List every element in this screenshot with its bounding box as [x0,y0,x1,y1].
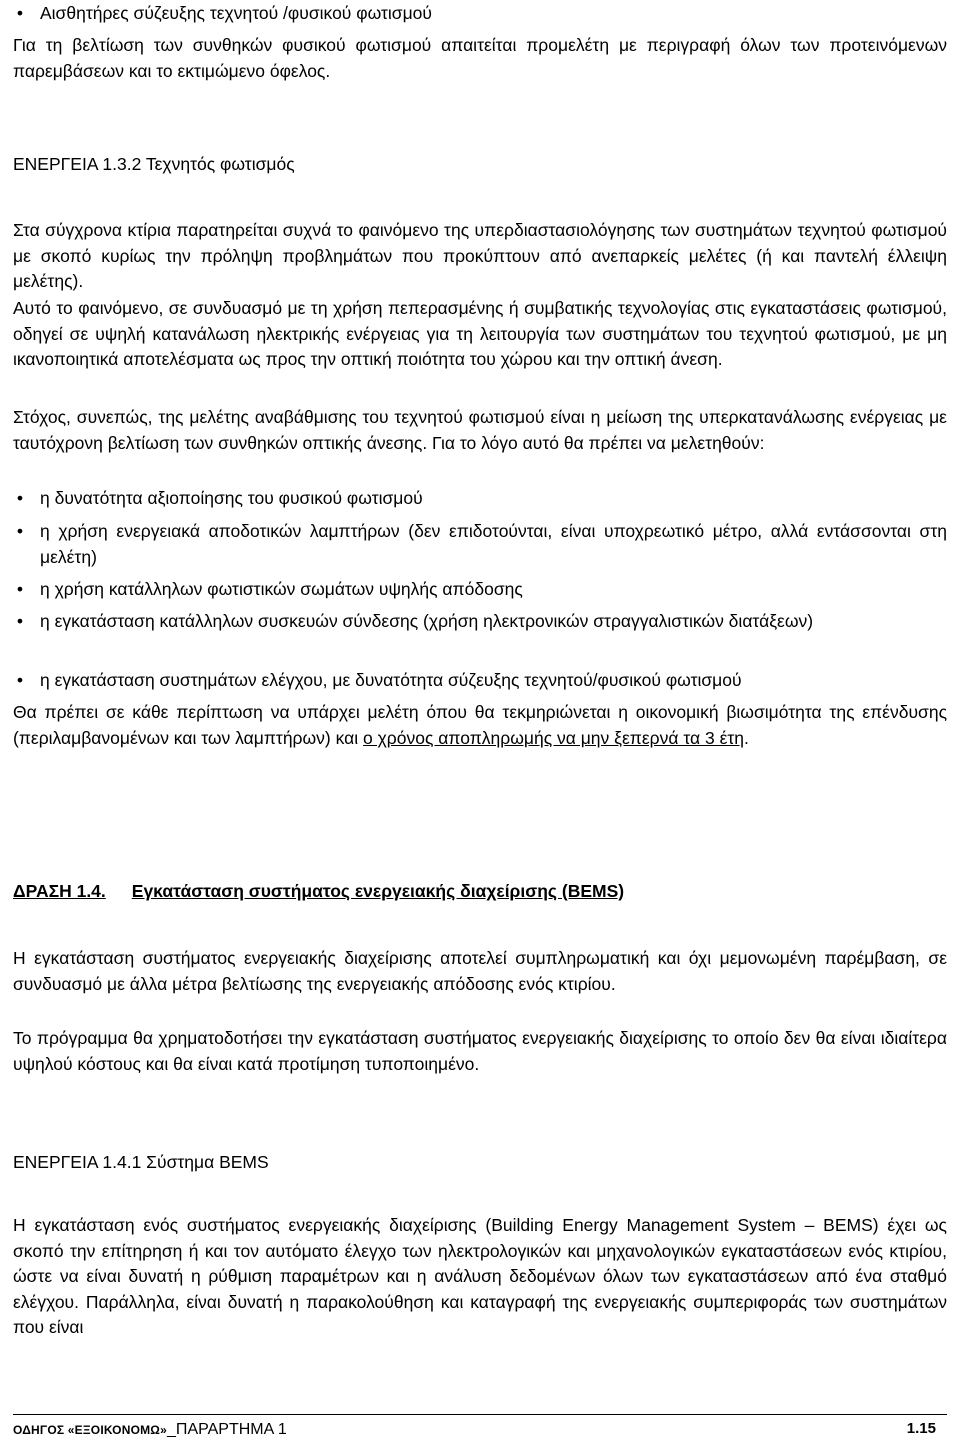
paragraph [13,700,947,751]
list-item-text: η δυνατότητα αξιοποίησης του φυσικού φωτισμού [40,488,423,508]
list-item-text: Αισθητήρες σύζευξης τεχνητού /φυσικού φωτισμού [40,3,432,23]
drasi-label: ΔΡΑΣΗ 1.4. [13,881,106,901]
payback-requirement: ο χρόνος αποπληρωμής να μην ξεπερνά τα 3 έτη [363,727,745,748]
list-item-text: η χρήση ενεργειακά αποδοτικών λαμπτήρων (δεν επιδοτούνται, είναι υποχρεωτικό μέτρο, αλλά εντάσσονται στη μελέτη) [40,521,947,567]
footer-annex: _ΠΑΡΑΡΤΗΜΑ 1 [167,1421,287,1438]
drasi-title: Εγκατάσταση συστήματος ενεργειακής διαχείρισης (BEMS) [131,881,625,901]
paragraph: Η εγκατάσταση ενός συστήματος ενεργειακής διαχείρισης (Building Energy Management System – BEMS) έχει ως σκοπό την επίτηρηση ή και τον αυτόματο έλεγχο των ηλεκτρολογικών και μηχανολογικών εγκαταστάσεων ενός κτιρίου, ώστε να είναι δυνατή η ρύθμιση παραμέτρων και η ανάλυση δεδομένων όλων των εγκαταστάσεων από ένα σταθμό ελέγχου. Παράλληλα, είναι δυνατή η παρακολούθηση και καταγραφή της ενεργειακής συμπεριφοράς των συστημάτων που είναι [13,1215,947,1337]
intro-paragraph: Για τη βελτίωση των συνθηκών φυσικού φωτισμού απαιτείται προμελέτη με περιγραφή όλων των προτεινόμενων παρεμβάσεων και το εκτιμώμενο όφελος. [13,35,947,81]
paragraph: Στα σύγχρονα κτίρια παρατηρείται συχνά το φαινόμενο της υπερδιαστασιολόγησης των συστημάτων τεχνητού φωτισμού με σκοπό κυρίως την πρόληψη προβλημάτων που προκύπτουν από ανεπαρκείς μελέτες (ή και παντελή έλλειψη μελέτης). [13,220,947,291]
paragraph: Το πρόγραμμα θα χρηματοδοτήσει την εγκατάσταση συστήματος ενεργειακής διαχείρισης το οποίο δεν θα είναι ιδιαίτερα υψηλού κόστους και θα είναι κατά προτίμηση τυποποιημένο. [13,1028,947,1074]
bullet-icon: • [16,3,24,23]
section-heading-energeia-132: ΕΝΕΡΓΕΙΑ 1.3.2 Τεχνητός φωτισμός [13,154,295,174]
bullet-icon: • [16,611,24,631]
list-item-text: η εγκατάσταση κατάλληλων συσκευών σύνδεσης (χρήση ηλεκτρονικών στραγγαλιστικών διατάξεων) [40,611,814,631]
section-heading-drasi-14 [13,879,624,905]
paragraph: Αυτό το φαινόμενο, σε συνδυασμό με τη χρήση πεπερασμένης ή συμβατικής τεχνολογίας στις εγκαταστάσεις φωτισμού, οδηγεί σε υψηλή κατανάλωση ηλεκτρικής ενέργειας για τη λειτουργία των συστημάτων του τεχνητού φωτισμού, με μη ικανοποιητικά αποτελέσματα ως προς την οπτική ποιότητα του χώρου και την οπτική άνεση. [13,298,947,369]
footer-title [13,1420,287,1440]
page-number: 1.15 [906,1420,936,1437]
bullet-icon: • [16,579,24,599]
list-item-text: η χρήση κατάλληλων φωτιστικών σωμάτων υψηλής απόδοσης [40,579,523,599]
paragraph-text: Θα πρέπει σε κάθε περίπτωση να υπάρχει μελέτη όπου θα τεκμηριώνεται η οικονομική βιωσιμότητα της επένδυσης (περιλαμβανομένων και των λαμπτήρων) και [13,702,947,748]
footer-guide-name: ΟΔΗΓΟΣ «ΕΞΟΙΚΟΝΟΜΩ» [13,1423,167,1437]
paragraph-end: . [744,727,749,748]
paragraph: Η εγκατάσταση συστήματος ενεργειακής διαχείρισης αποτελεί συμπληρωματική και όχι μεμονωμένη παρέμβαση, σε συνδυασμό με άλλα μέτρα βελτίωσης της ενεργειακής απόδοσης ενός κτιρίου. [13,948,947,994]
bullet-icon: • [16,521,24,541]
section-heading-energeia-141: ΕΝΕΡΓΕΙΑ 1.4.1 Σύστημα BEMS [13,1152,269,1172]
paragraph: Στόχος, συνεπώς, της μελέτης αναβάθμισης του τεχνητού φωτισμού είναι η μείωση της υπερκατανάλωσης ενέργειας με ταυτόχρονη βελτίωση των συνθηκών οπτικής άνεσης. Για το λόγο αυτό θα πρέπει να μελετηθούν: [13,407,947,453]
list-item-text: η εγκατάσταση συστημάτων ελέγχου, με δυνατότητα σύζευξης τεχνητού/φυσικού φωτισμού [40,670,742,690]
bullet-icon: • [16,488,24,508]
bullet-icon: • [16,670,24,690]
footer-divider [13,1414,947,1415]
